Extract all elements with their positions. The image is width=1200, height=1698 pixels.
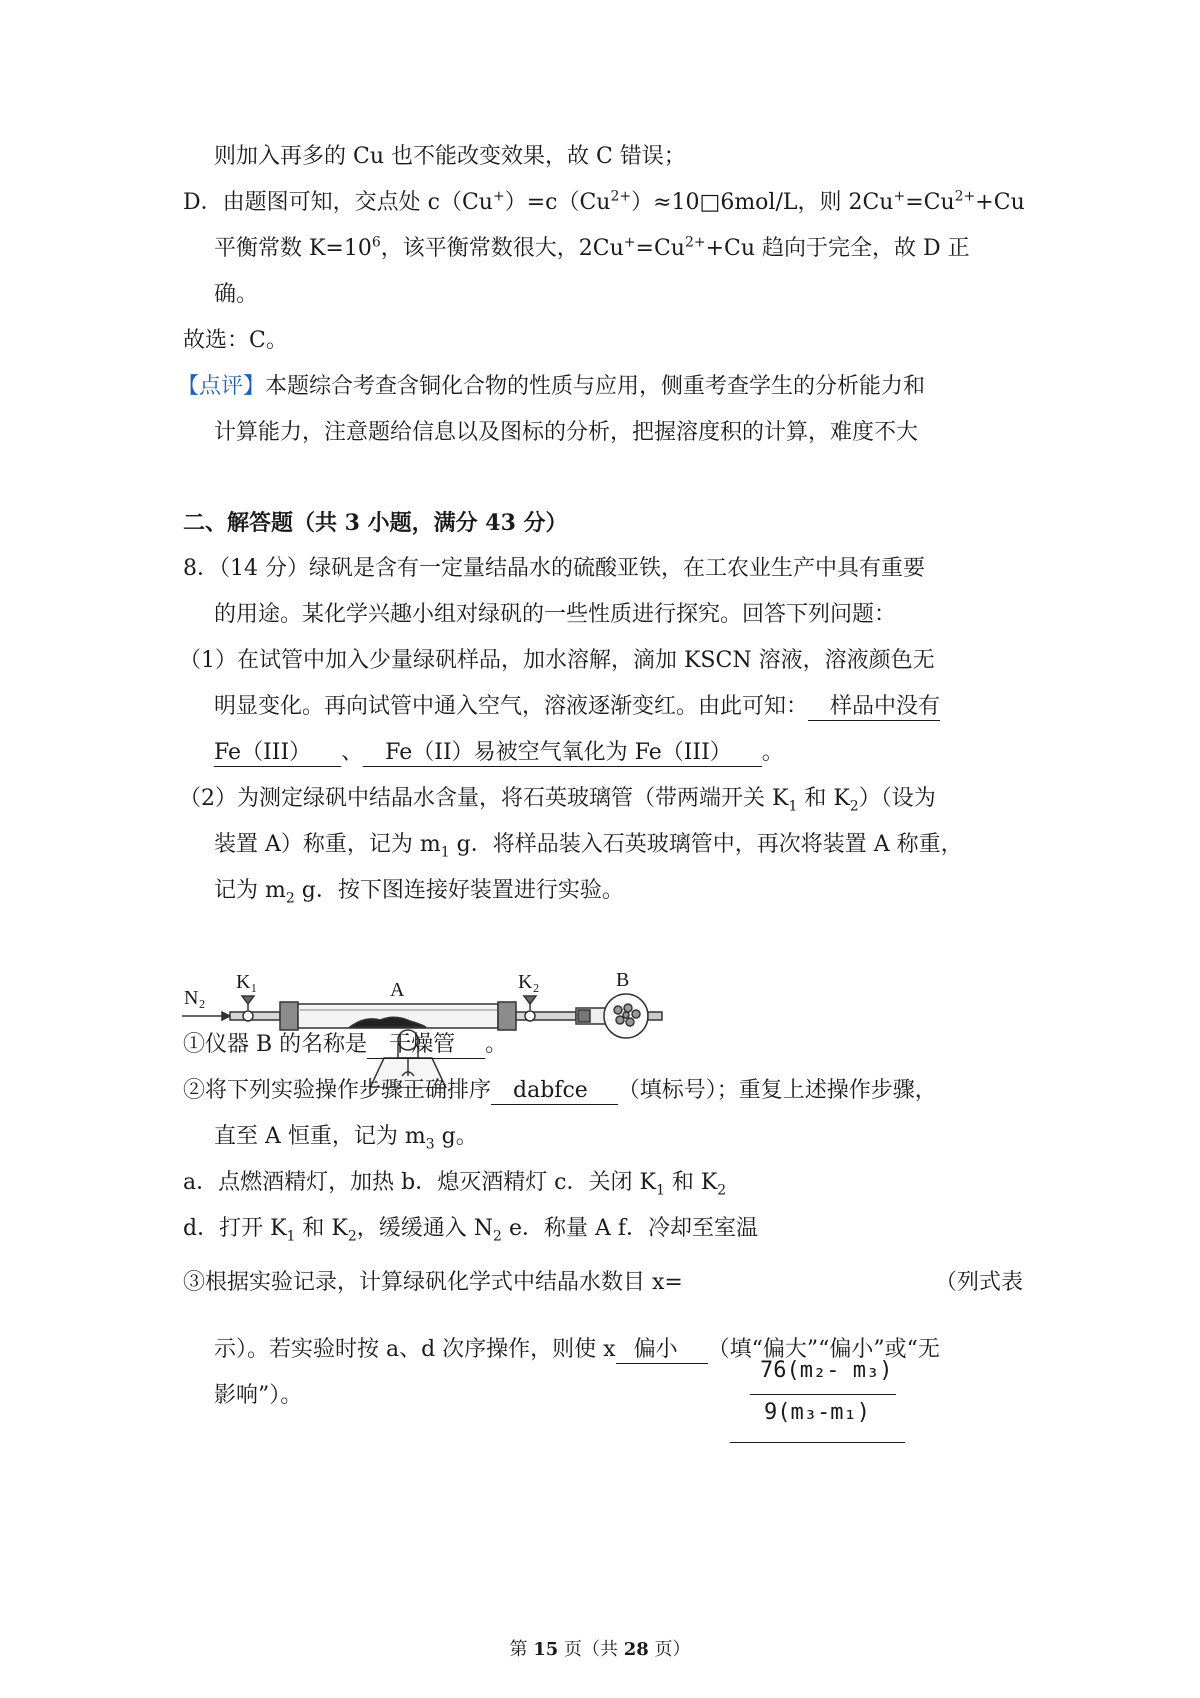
label-n2: N₂ [184,987,206,1009]
text-line: 计算能力，注意题给信息以及图标的分析，把握溶度积的计算，难度不大 [214,420,919,445]
text-line: 平衡常数 $K=10^6$，该平衡常数很大，$2Cu^+=Cu^{2+}+Cu$ 趋向于完全，故 D 正 [214,234,970,261]
answer-underline [730,1442,905,1443]
step-2-line: ②将下列实验操作步骤正确排序 dabfce （填标号）；重复上述操作步骤， [183,1078,937,1103]
text-line: Fe（III） 、 Fe（II）易被空气氧化为 Fe（III） 。 [214,740,784,765]
label-b: B [616,969,630,991]
answer-blank: Fe（II）易被空气氧化为 Fe（III） [363,740,762,767]
part-2-line: （2）为测定绿矾中结晶水含量，将石英玻璃管（带两端开关 $K_1$ 和 $K_2$）（设为 [179,786,936,815]
option-line: d．打开 $K_1$ 和 $K_2$，缓缓通入 $N_2$ e．称量 A f．冷却至室温 [183,1216,758,1245]
answer-line: 故选：C。 [183,328,288,353]
page-number: 15 [533,1639,559,1660]
answer-blank: 干燥管 [367,1032,485,1059]
label-k1: K₁ [236,971,258,993]
apparatus-figure [180,958,700,1088]
formula-denominator: 9(m₃-m₁) [764,1400,870,1425]
question-8-line: 8．（14 分）绿矾是含有一定量结晶水的硫酸亚铁，在工农业生产中具有重要 [183,556,925,581]
fraction-bar [750,1394,896,1395]
text-line: 则加入再多的 Cu 也不能改变效果，故 C 错误； [214,144,686,169]
answer-blank: 样品中没有 [808,694,940,721]
text-line: 示）。若实验时按 a、d 次序操作，则使 x 偏小 （填“偏大”“偏小”或“无 [214,1337,940,1362]
page-footer: 第 15 页（共 28 页） [509,1639,691,1660]
text-line: 明显变化。再向试管中通入空气，溶液逐渐变红。由此可知： 样品中没有 [214,694,941,719]
formula-numerator: 76(m₂- m₃) [760,1358,893,1383]
label-a: A [390,979,405,1001]
comment-tag: 【点评】 [177,374,266,399]
text-line: 确。 [214,282,259,307]
text-line: 影响”）。 [214,1383,303,1408]
option-line: a．点燃酒精灯，加热 b．熄灭酒精灯 c．关闭 $K_1$ 和 $K_2$ [183,1170,727,1199]
answer-blank: Fe（III） [214,740,341,767]
step-3-line: ③根据实验记录，计算绿矾化学式中结晶水数目 x= [183,1270,683,1295]
text-line: （列式表 [935,1270,1024,1295]
comment-line: 【点评】本题综合考查含铜化合物的性质与应用，侧重考查学生的分析能力和 [177,374,926,399]
text-line: 装置 A）称重，记为 $m_1$ g．将样品装入石英玻璃管中，再次将装置 A 称重， [214,832,963,861]
text-line: 直至 A 恒重，记为 $m_3$ g。 [214,1124,478,1153]
answer-blank: 偏小 [616,1337,708,1364]
step-1-line: ①仪器 B 的名称是 干燥管 。 [183,1032,508,1057]
section-heading: 二、解答题（共 3 小题，满分 43 分） [183,510,568,536]
answer-blank: dabfce [491,1078,618,1105]
text-line: 记为 $m_2$ g．按下图连接好装置进行实验。 [214,878,624,907]
text-line: 的用途。某化学兴趣小组对绿矾的一些性质进行探究。回答下列问题： [214,602,897,627]
option-d-line: D．由题图可知，交点处 $c(Cu^+)=c(Cu^{2+})\approx 10□6mol/L$，则 $2Cu^+=Cu^{2+}+Cu$ [183,188,1025,215]
part-1-line: （1）在试管中加入少量绿矾样品，加水溶解，滴加 KSCN 溶液，溶液颜色无 [179,648,935,673]
label-k2: K₂ [518,971,540,993]
page-total: 28 [623,1639,649,1660]
